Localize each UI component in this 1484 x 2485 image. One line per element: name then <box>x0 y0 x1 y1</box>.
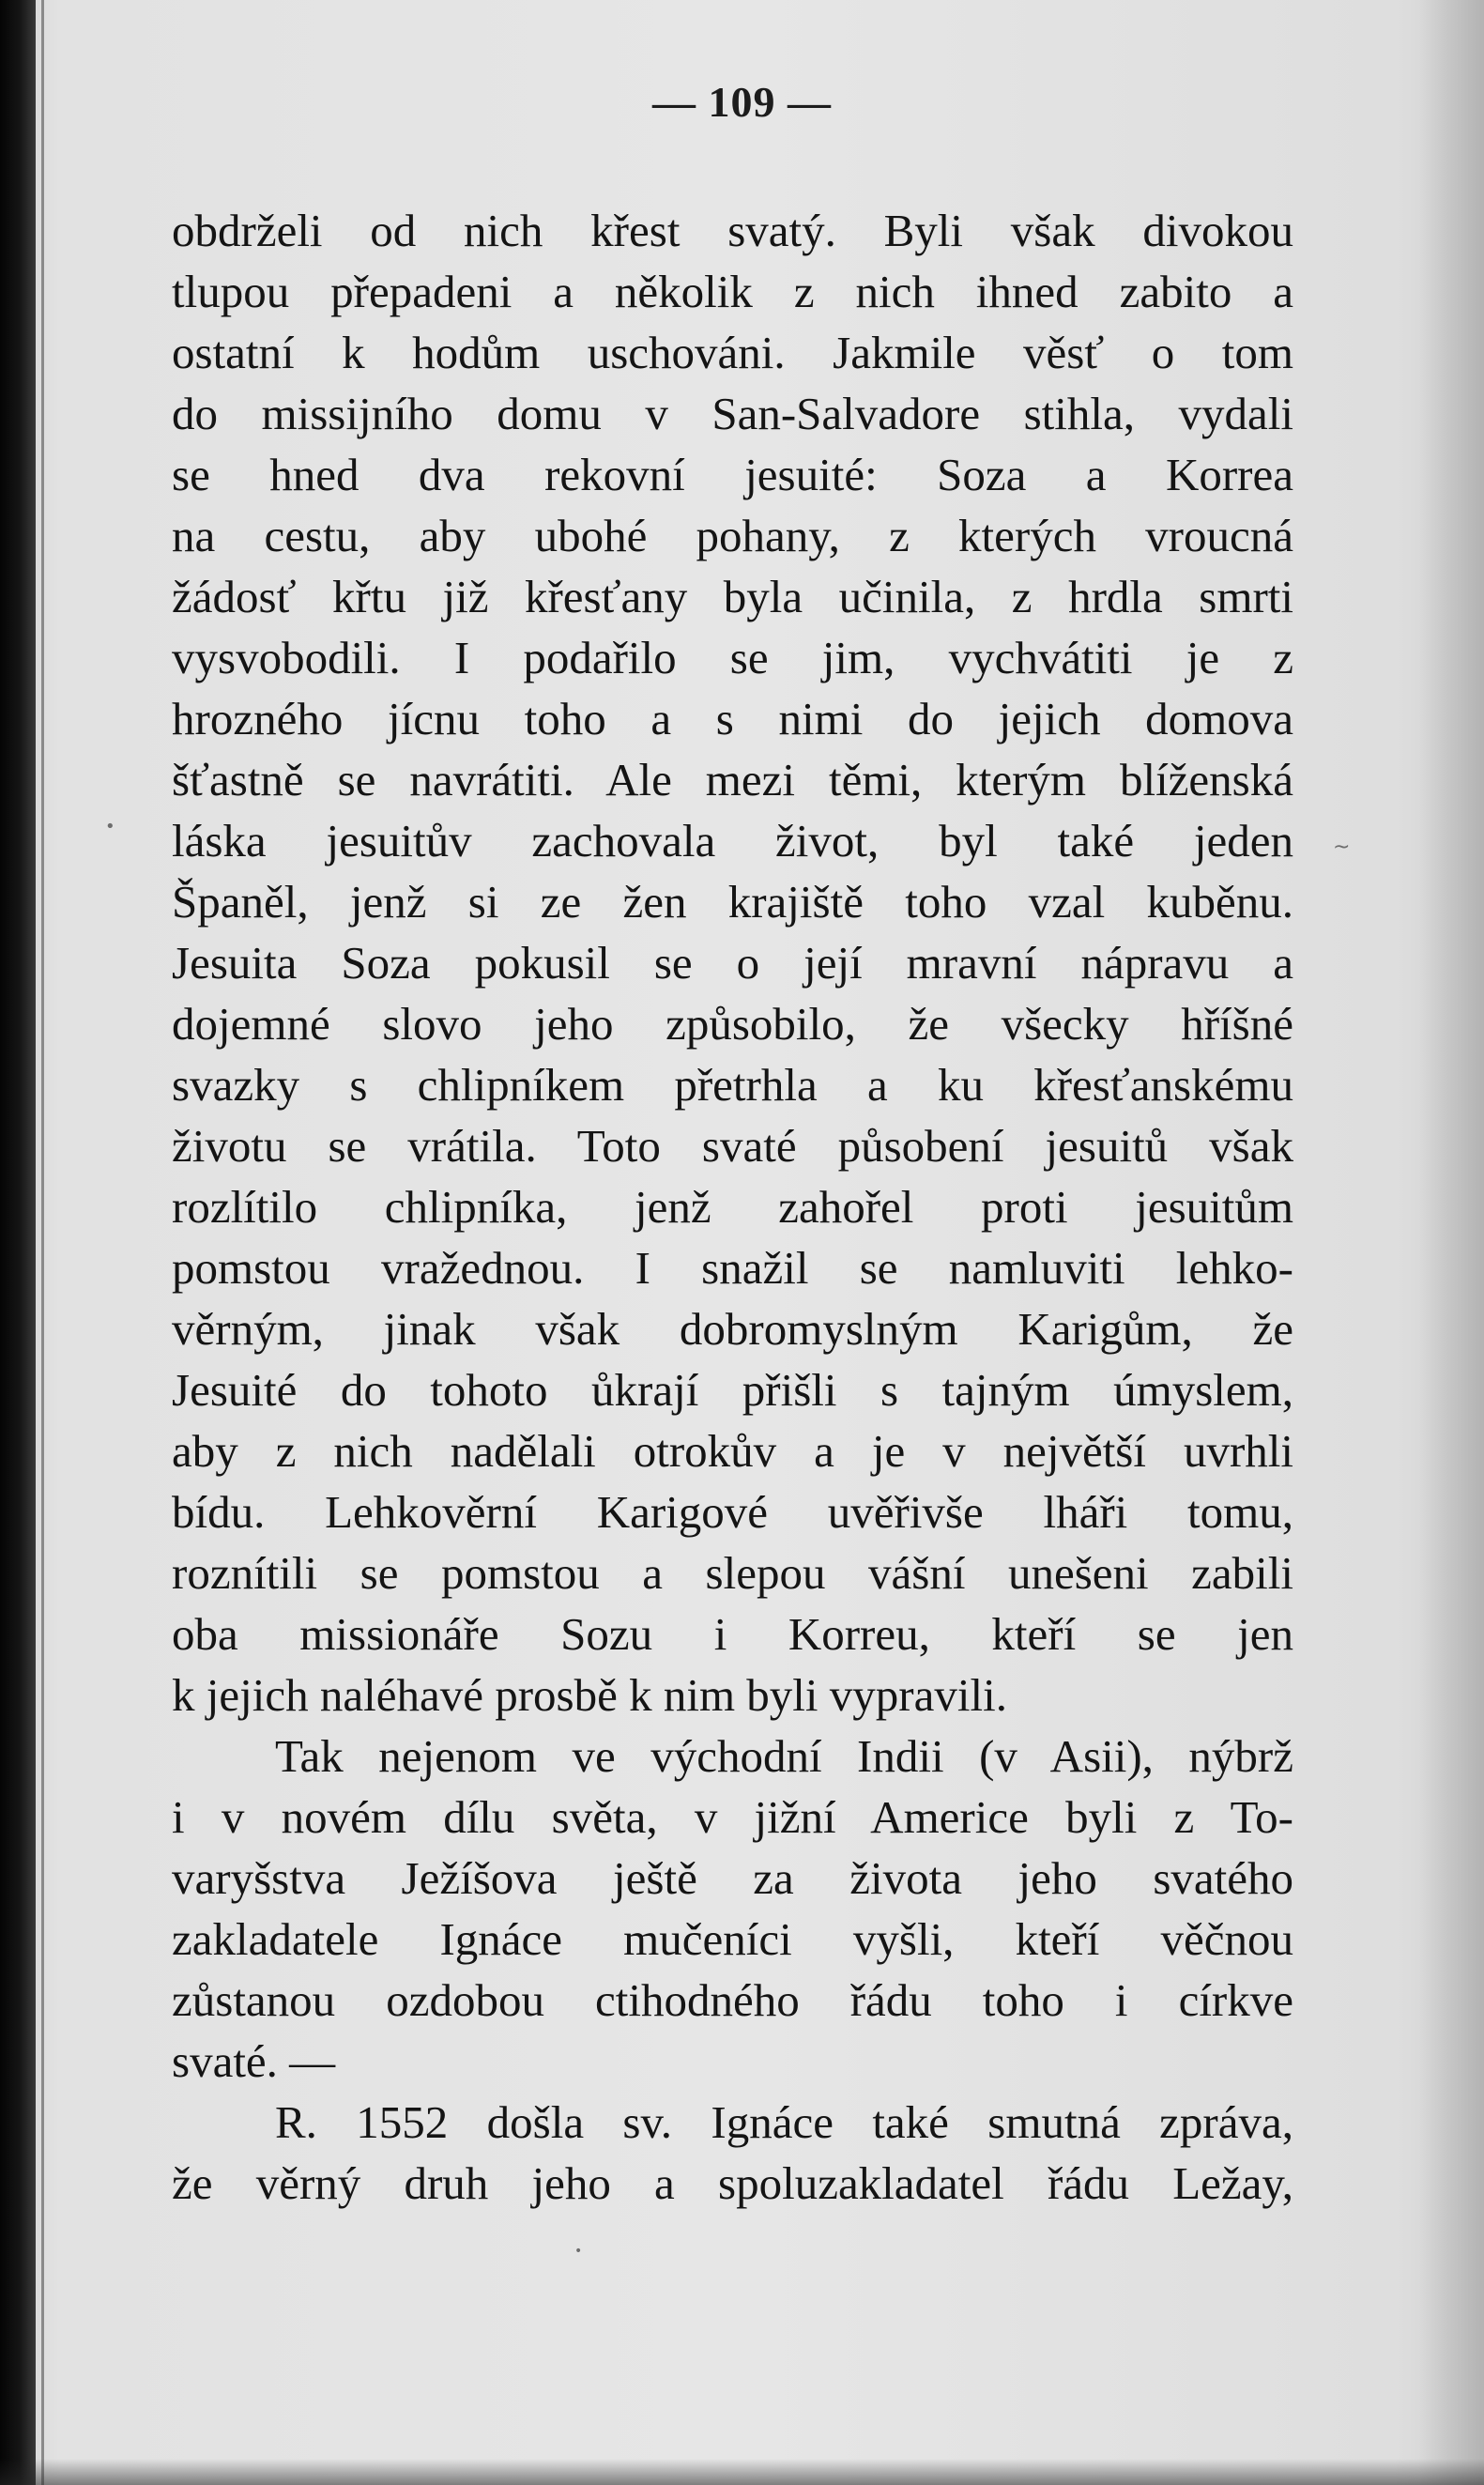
text-line: R. 1552 došla sv. Ignáce také smutná zpráva, <box>275 2096 1293 2148</box>
text-line: zůstanou ozdobou ctihodného řádu toho i církve <box>172 1974 1293 2026</box>
text-line: láska jesuitův zachovala život, byl také jeden <box>172 815 1293 867</box>
text-line: k jejich naléhavé prosbě k nim byli vypravili. <box>172 1669 1007 1721</box>
text-line: vysvobodili. I podařilo se jim, vychvátiti je z <box>172 632 1293 683</box>
page-binding-line <box>41 0 44 2485</box>
speck-mark: • <box>105 817 115 836</box>
text-line: že věrný druh jeho a spoluzakladatel řádu Ležay, <box>172 2157 1293 2209</box>
speck-mark: ~ <box>1333 836 1351 859</box>
text-line: věrným, jinak však dobromyslným Karigům, že <box>172 1303 1293 1355</box>
text-line: svazky s chlipníkem přetrhla a ku křesťanskému <box>172 1059 1293 1111</box>
page-right-edge <box>1418 0 1484 2485</box>
page-bottom-edge <box>0 2459 1484 2485</box>
text-line: dojemné slovo jeho způsobilo, že všecky hříšné <box>172 998 1293 1050</box>
text-line: Jesuita Soza pokusil se o její mravní nápravu a <box>172 937 1293 989</box>
text-line: hrozného jícnu toho a s nimi do jejich domova <box>172 693 1293 744</box>
text-line: varyšstva Ježíšova ještě za života jeho svatého <box>172 1852 1293 1904</box>
text-line: bídu. Lehkověrní Karigové uvěřivše lháři tomu, <box>172 1486 1293 1538</box>
text-line: do missijního domu v San-Salvadore stihla, vydali <box>172 388 1293 439</box>
text-line: šťastně se navrátiti. Ale mezi těmi, kterým blíženská <box>172 754 1293 805</box>
text-line: žádosť křtu již křesťany byla učinila, z hrdla smrti <box>172 571 1293 622</box>
page-left-edge <box>0 0 36 2485</box>
text-line: se hned dva rekovní jesuité: Soza a Korrea <box>172 449 1293 500</box>
text-line: aby z nich nadělali otrokův a je v největší uvrhli <box>172 1425 1293 1477</box>
speck-mark: • <box>574 2244 583 2259</box>
text-line: svaté. — <box>172 2035 336 2087</box>
text-line: Jesuité do tohoto ůkrají přišli s tajným úmyslem, <box>172 1364 1293 1416</box>
text-line: ostatní k hodům uschováni. Jakmile věsť o tom <box>172 327 1293 378</box>
text-line: Tak nejenom ve východní Indii (v Asii), nýbrž <box>275 1730 1293 1782</box>
page-body-text <box>172 200 1293 2214</box>
text-line: oba missionáře Sozu i Korreu, kteří se jen <box>172 1608 1293 1660</box>
text-line: obdrželi od nich křest svatý. Byli však divokou <box>172 205 1293 256</box>
text-line: rozlítilo chlipníka, jenž zahořel proti jesuitům <box>172 1181 1293 1233</box>
text-line: Španěl, jenž si ze žen krajiště toho vzal kuběnu. <box>172 876 1293 928</box>
text-line: i v novém dílu světa, v jižní Americe byli z To- <box>172 1791 1293 1843</box>
page-number: — 109 — <box>652 78 832 126</box>
text-line: roznítili se pomstou a slepou vášní unešeni zabili <box>172 1547 1293 1599</box>
text-line: zakladatele Ignáce mučeníci vyšli, kteří věčnou <box>172 1913 1293 1965</box>
text-line: pomstou vražednou. I snažil se namluviti lehko- <box>172 1242 1293 1294</box>
text-line: na cestu, aby ubohé pohany, z kterých vroucná <box>172 510 1293 561</box>
text-line: tlupou přepadeni a několik z nich ihned zabito a <box>172 266 1293 317</box>
text-line: životu se vrátila. Toto svaté působení jesuitů však <box>172 1120 1293 1172</box>
